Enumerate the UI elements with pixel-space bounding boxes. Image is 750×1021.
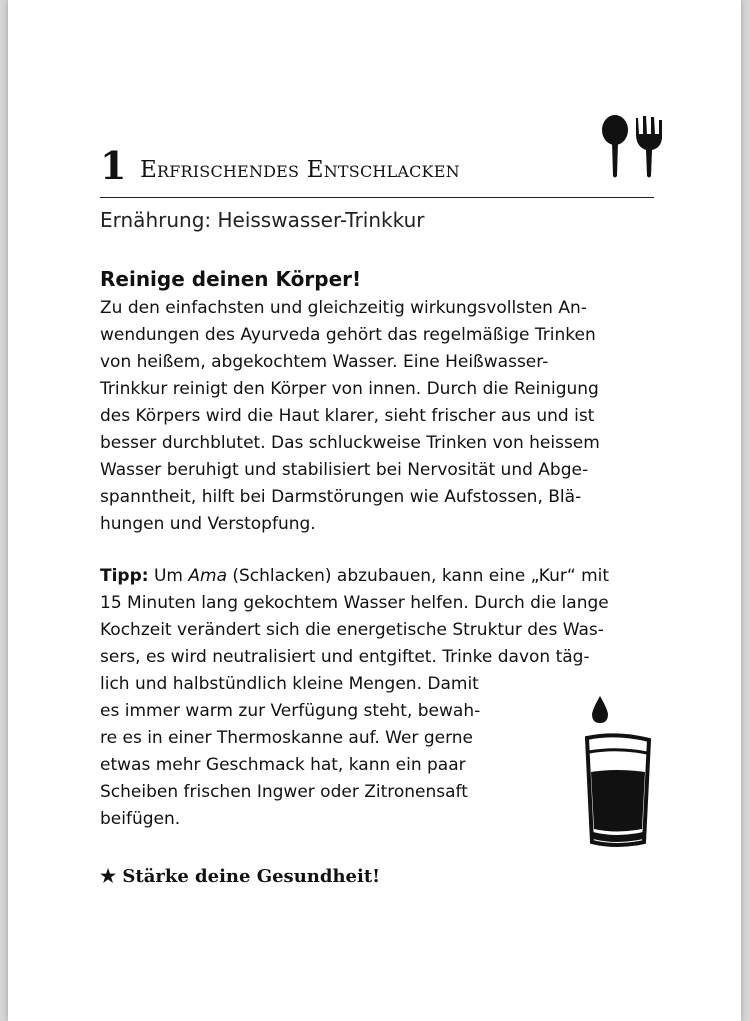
tip-line: beifügen. (100, 809, 181, 829)
tip-term-ama: Ama (188, 566, 227, 586)
book-page (8, 0, 741, 1021)
title-rule (100, 197, 654, 198)
body-line: von heißem, abgekochtem Wasser. Eine Heißwasser- (100, 352, 549, 372)
tip-label: Tipp: (100, 566, 149, 586)
body-line: Zu den einfachsten und gleichzeitig wirkungsvollsten An- (100, 298, 587, 318)
tip-line: etwas mehr Geschmack hat, kann ein paar (100, 755, 466, 775)
tip-text-post: (Schlacken) abzubauen, kann eine „Kur“ mit (226, 566, 610, 586)
body-line: spanntheit, hilft bei Darmstörungen wie Aufstossen, Blä- (100, 487, 582, 507)
tip-line: lich und halbstündlich kleine Mengen. Damit (100, 674, 479, 694)
chapter-title: Erfrischendes Entschlacken (140, 157, 460, 183)
spoon-fork-icon (600, 112, 666, 180)
tip-text-pre: Um (148, 566, 189, 586)
tip-first-line (100, 563, 660, 590)
tip-line: es immer warm zur Verfügung steht, bewah- (100, 701, 481, 721)
body-line: des Körpers wird die Haut klarer, sieht frischer aus und ist (100, 406, 595, 426)
water-glass-icon (581, 692, 655, 852)
chapter-number: 1 (100, 143, 127, 188)
closing-tagline: ★ Stärke deine Gesundheit! (100, 866, 381, 887)
chapter-header (100, 145, 620, 187)
body-line: hungen und Verstopfung. (100, 514, 316, 534)
body-line: besser durchblutet. Das schluckweise Trinken von heissem (100, 433, 600, 453)
tip-line: Kochzeit verändert sich die energetische Struktur des Was- (100, 620, 604, 640)
tip-line: 15 Minuten lang gekochtem Wasser helfen. Durch die lange (100, 593, 609, 613)
body-line: Wasser beruhigt und stabilisiert bei Nervosität und Abge- (100, 460, 589, 480)
tip-line: Scheiben frischen Ingwer oder Zitronensaft (100, 782, 468, 802)
tip-line: re es in einer Thermoskanne auf. Wer gerne (100, 728, 473, 748)
section-heading: Reinige deinen Körper! (100, 267, 362, 291)
body-paragraph (100, 295, 660, 538)
body-line: Trinkkur reinigt den Körper von innen. Durch die Reinigung (100, 379, 599, 399)
tip-line: sers, es wird neutralisiert und entgiftet. Trinke davon täg- (100, 647, 590, 667)
body-line: wendungen des Ayurveda gehört das regelmäßige Trinken (100, 325, 596, 345)
tip-paragraph (100, 563, 660, 833)
page-subtitle: Ernährung: Heisswasser-Trinkkur (100, 208, 425, 232)
